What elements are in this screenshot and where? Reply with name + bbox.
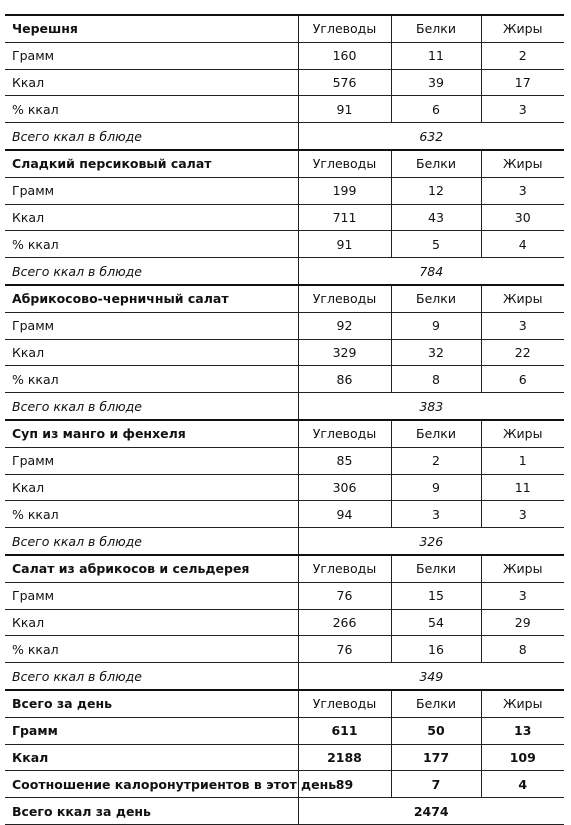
cell-value: 177 <box>391 744 481 771</box>
cell-value: 11 <box>391 42 481 69</box>
cell-value: 5 <box>391 231 481 258</box>
dish-total-value: 349 <box>298 663 564 690</box>
column-header-protein: Белки <box>391 285 481 312</box>
cell-value: 6 <box>391 96 481 123</box>
daily-total-value: 2474 <box>298 798 564 825</box>
dish-total-value: 632 <box>298 123 564 150</box>
cell-value: 17 <box>481 69 564 96</box>
row-label: % ккал <box>5 501 298 528</box>
dish-title: Сладкий персиковый салат <box>5 150 298 177</box>
dish-header-row <box>5 555 564 582</box>
cell-value: 2 <box>481 42 564 69</box>
row-label: Грамм <box>5 582 298 609</box>
cell-value: 22 <box>481 339 564 366</box>
dish-total-row <box>5 123 564 150</box>
dish-header-row <box>5 285 564 312</box>
column-header-fat: Жиры <box>481 420 564 447</box>
row-label: % ккал <box>5 231 298 258</box>
cell-value: 109 <box>481 744 564 771</box>
cell-value: 3 <box>481 177 564 204</box>
cell-value: 2 <box>391 447 481 474</box>
cell-value: 39 <box>391 69 481 96</box>
cell-value: 266 <box>298 609 391 636</box>
column-header-fat: Жиры <box>481 285 564 312</box>
cell-value: 160 <box>298 42 391 69</box>
daily-ratio-row <box>5 771 564 798</box>
cell-value: 4 <box>481 231 564 258</box>
cell-value: 12 <box>391 177 481 204</box>
dish-title: Салат из абрикосов и сельдерея <box>5 555 298 582</box>
dish-total-value: 784 <box>298 258 564 285</box>
daily-summary-section <box>5 690 564 824</box>
cell-value: 3 <box>481 501 564 528</box>
cell-value: 30 <box>481 204 564 231</box>
row-label: Ккал <box>5 744 298 771</box>
cell-value: 711 <box>298 204 391 231</box>
row-label: Ккал <box>5 69 298 96</box>
dish-pct-row <box>5 636 564 663</box>
cell-value: 3 <box>391 501 481 528</box>
cell-value: 15 <box>391 582 481 609</box>
column-header-fat: Жиры <box>481 555 564 582</box>
cell-value: 92 <box>298 312 391 339</box>
column-header-fat: Жиры <box>481 150 564 177</box>
dish-title: Черешня <box>5 15 298 42</box>
column-header-carbs: Углеводы <box>298 150 391 177</box>
row-label: Грамм <box>5 717 298 744</box>
dish-gram-row <box>5 447 564 474</box>
row-label: Всего ккал в блюде <box>5 528 298 555</box>
row-label: Ккал <box>5 204 298 231</box>
column-header-carbs: Углеводы <box>298 15 391 42</box>
dish-total-row <box>5 663 564 690</box>
row-label: % ккал <box>5 96 298 123</box>
dish-kcal-row <box>5 609 564 636</box>
cell-value: 11 <box>481 474 564 501</box>
cell-value: 16 <box>391 636 481 663</box>
cell-value: 50 <box>391 717 481 744</box>
row-label: Всего ккал за день <box>5 798 298 825</box>
cell-value: 611 <box>298 717 391 744</box>
cell-value: 7 <box>391 771 481 798</box>
cell-value: 3 <box>481 96 564 123</box>
cell-value: 199 <box>298 177 391 204</box>
row-label: Ккал <box>5 339 298 366</box>
row-label: Всего ккал в блюде <box>5 393 298 420</box>
cell-value: 85 <box>298 447 391 474</box>
cell-value: 3 <box>481 312 564 339</box>
cell-value: 86 <box>298 366 391 393</box>
column-header-carbs: Углеводы <box>298 690 391 717</box>
cell-value: 43 <box>391 204 481 231</box>
dish-total-row <box>5 528 564 555</box>
column-header-protein: Белки <box>391 420 481 447</box>
cell-value: 76 <box>298 636 391 663</box>
column-header-protein: Белки <box>391 150 481 177</box>
cell-value: 1 <box>481 447 564 474</box>
dish-total-row <box>5 393 564 420</box>
dishes-section <box>5 15 564 690</box>
dish-kcal-row <box>5 204 564 231</box>
cell-value: 91 <box>298 231 391 258</box>
row-label: Ккал <box>5 609 298 636</box>
column-header-carbs: Углеводы <box>298 555 391 582</box>
dish-pct-row <box>5 366 564 393</box>
row-label: Грамм <box>5 42 298 69</box>
dish-header-row <box>5 420 564 447</box>
dish-gram-row <box>5 42 564 69</box>
cell-value: 6 <box>481 366 564 393</box>
cell-value: 54 <box>391 609 481 636</box>
dish-header-row <box>5 150 564 177</box>
dish-gram-row <box>5 312 564 339</box>
cell-value: 306 <box>298 474 391 501</box>
row-label: % ккал <box>5 366 298 393</box>
dish-kcal-row <box>5 69 564 96</box>
row-label: Грамм <box>5 447 298 474</box>
daily-kcal-row <box>5 744 564 771</box>
dish-pct-row <box>5 96 564 123</box>
dish-title: Суп из манго и фенхеля <box>5 420 298 447</box>
cell-value: 329 <box>298 339 391 366</box>
daily-total-row <box>5 798 564 825</box>
dish-total-value: 326 <box>298 528 564 555</box>
column-header-fat: Жиры <box>481 690 564 717</box>
cell-value: 32 <box>391 339 481 366</box>
cell-value: 576 <box>298 69 391 96</box>
daily-gram-row <box>5 717 564 744</box>
cell-value: 94 <box>298 501 391 528</box>
cell-value: 4 <box>481 771 564 798</box>
dish-title: Абрикосово-черничный салат <box>5 285 298 312</box>
cell-value: 2188 <box>298 744 391 771</box>
cell-value: 9 <box>391 474 481 501</box>
column-header-fat: Жиры <box>481 15 564 42</box>
cell-value: 89 <box>298 771 391 798</box>
column-header-protein: Белки <box>391 690 481 717</box>
cell-value: 91 <box>298 96 391 123</box>
row-label: Грамм <box>5 177 298 204</box>
dish-gram-row <box>5 582 564 609</box>
cell-value: 3 <box>481 582 564 609</box>
row-label: % ккал <box>5 636 298 663</box>
dish-kcal-row <box>5 474 564 501</box>
row-label: Соотношение калоронутриентов в этот день <box>5 771 298 798</box>
dish-total-row <box>5 258 564 285</box>
dish-pct-row <box>5 501 564 528</box>
row-label: Всего ккал в блюде <box>5 258 298 285</box>
row-label: Грамм <box>5 312 298 339</box>
cell-value: 8 <box>391 366 481 393</box>
row-label: Ккал <box>5 474 298 501</box>
cell-value: 8 <box>481 636 564 663</box>
column-header-carbs: Углеводы <box>298 285 391 312</box>
nutrition-table <box>5 14 564 825</box>
dish-header-row <box>5 15 564 42</box>
daily-header-row <box>5 690 564 717</box>
dish-gram-row <box>5 177 564 204</box>
cell-value: 9 <box>391 312 481 339</box>
dish-kcal-row <box>5 339 564 366</box>
cell-value: 29 <box>481 609 564 636</box>
dish-total-value: 383 <box>298 393 564 420</box>
cell-value: 13 <box>481 717 564 744</box>
row-label: Всего ккал в блюде <box>5 123 298 150</box>
row-label: Всего ккал в блюде <box>5 663 298 690</box>
column-header-protein: Белки <box>391 15 481 42</box>
column-header-protein: Белки <box>391 555 481 582</box>
cell-value: 76 <box>298 582 391 609</box>
dish-pct-row <box>5 231 564 258</box>
daily-title: Всего за день <box>5 690 298 717</box>
column-header-carbs: Углеводы <box>298 420 391 447</box>
